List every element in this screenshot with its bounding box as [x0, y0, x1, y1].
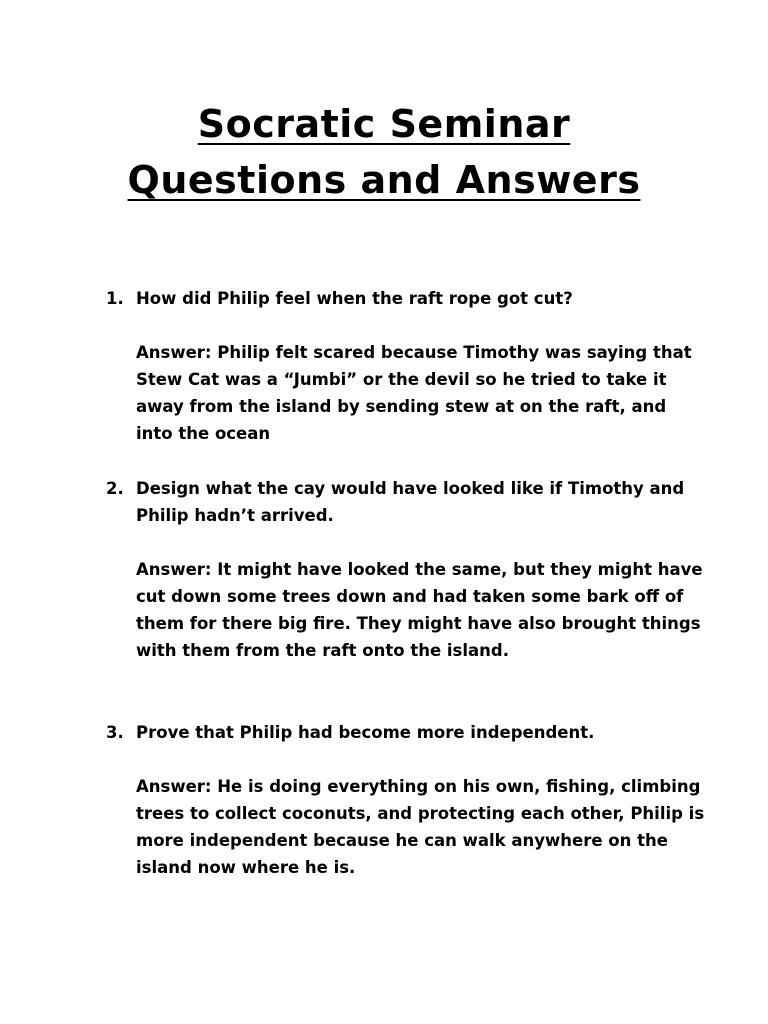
answer-text: Answer: He is doing everything on his own, fishing, climbing trees to collect coconuts, and protecting each other, Philip is more independent because he can walk anywhere on the island now where he is. — [136, 777, 705, 877]
title-line-2: Questions and Answers — [127, 158, 641, 202]
question-number: 1. — [106, 289, 124, 308]
qa-item-1 — [106, 285, 706, 447]
question-number: 2. — [106, 479, 124, 498]
qa-item-2 — [106, 475, 706, 664]
qa-item-3 — [106, 719, 706, 881]
title-line-1: Socratic Seminar — [197, 102, 571, 146]
question-text: Prove that Philip had become more independent. — [136, 723, 595, 742]
document-title — [0, 96, 768, 208]
answer-text: Answer: Philip felt scared because Timothy was saying that Stew Cat was a “Jumbi” or the devil so he tried to take it away from the island by sending stew at on the raft, and into the ocean — [136, 343, 692, 443]
question-row — [106, 719, 706, 746]
question-number: 3. — [106, 723, 124, 742]
question-row — [106, 475, 706, 529]
question-row — [106, 285, 706, 312]
question-text: Design what the cay would have looked like if Timothy and Philip hadn’t arrived. — [136, 479, 685, 525]
answer-text: Answer: It might have looked the same, but they might have cut down some trees down and had taken some bark off of them for there big fire. They might have also brought things with them from the raft onto the island. — [136, 560, 703, 660]
question-text: How did Philip feel when the raft rope got cut? — [136, 289, 573, 308]
